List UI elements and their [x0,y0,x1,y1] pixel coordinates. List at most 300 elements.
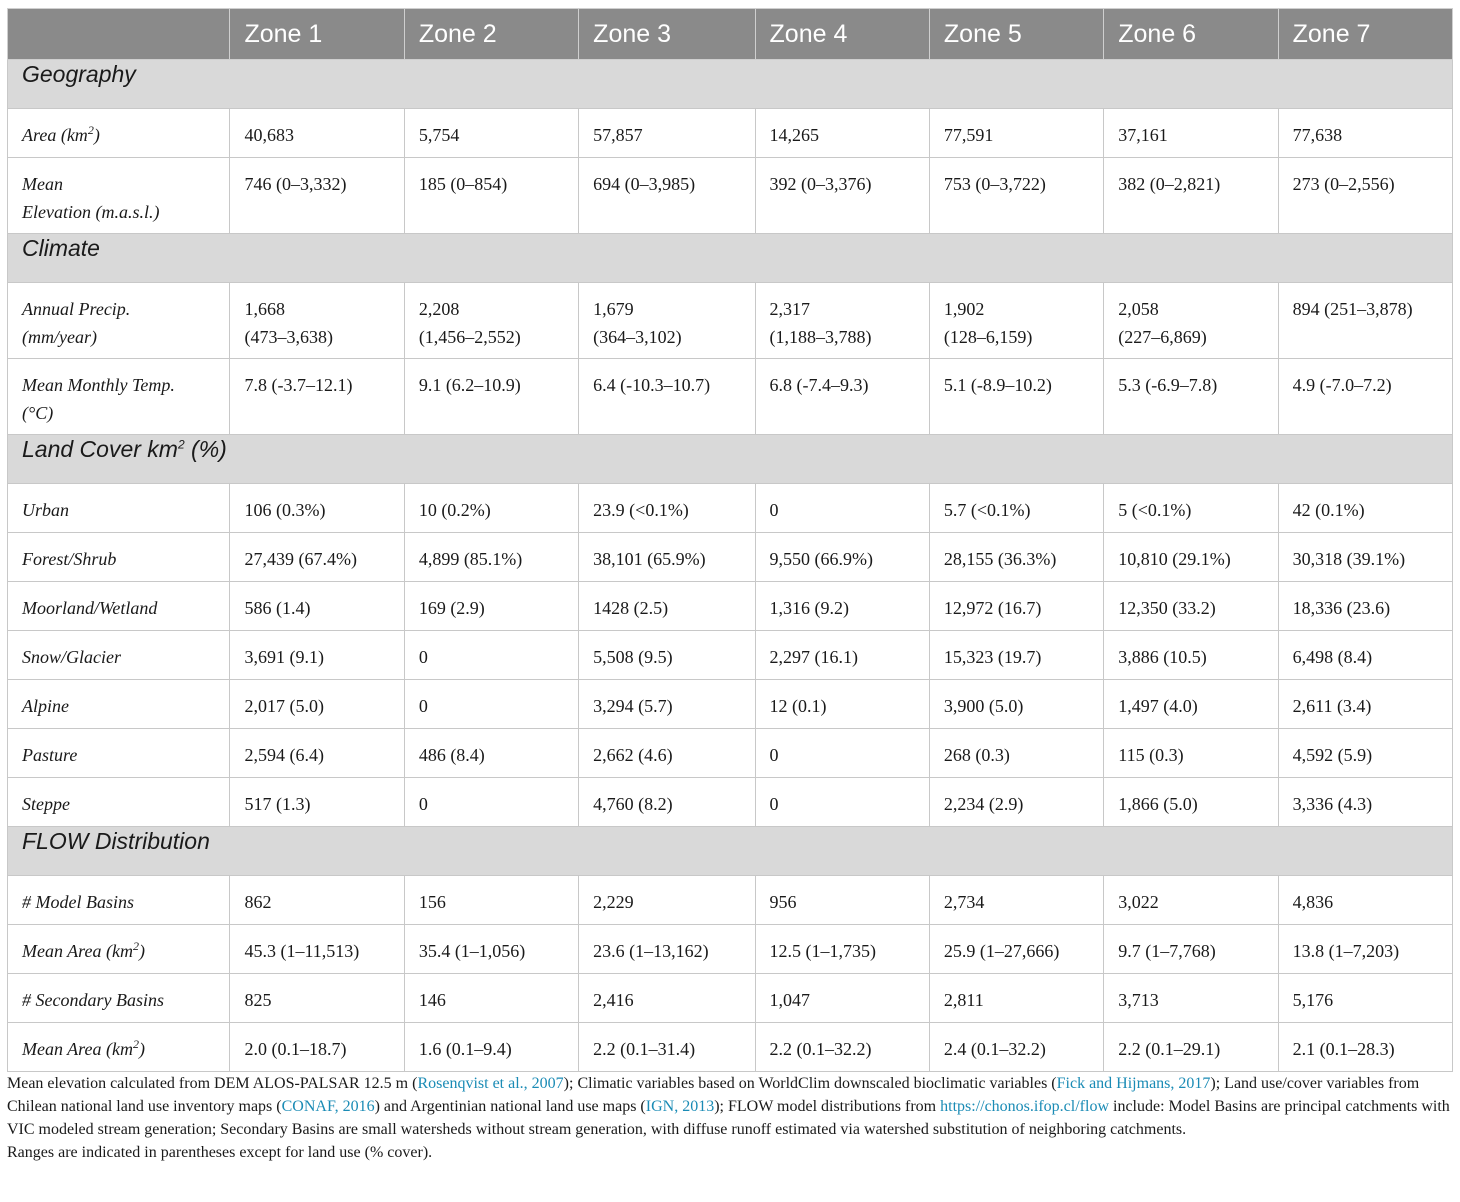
cell-value: 5,754 [418,125,460,145]
cell-value: 9.1 (6.2–10.9) [418,375,521,395]
table-cell [230,283,404,359]
table-cell [755,533,929,582]
cell-value: 1,902 (128–6,159) [943,299,1033,347]
row-label [8,729,230,778]
cell-value: 273 (0–2,556) [1292,174,1395,194]
cell-value: 392 (0–3,376) [769,174,872,194]
cell-value: 956 [769,892,797,912]
table-cell [404,158,578,234]
table-cell [929,158,1103,234]
cell-value: 6,498 (8.4) [1292,647,1373,667]
table-cell [230,680,404,729]
table-cell [579,729,755,778]
table-row [8,533,1453,582]
footnote-text: ); Land use/cover variables from Chilean national land use inventory maps ( [7,1075,1420,1115]
table-row [8,729,1453,778]
table-cell [755,582,929,631]
row-label [8,876,230,925]
table-row [8,359,1453,435]
row-label-suffix: ) [138,941,145,961]
table-cell [404,484,578,533]
cell-value: 5.7 (<0.1%) [943,500,1031,520]
table-cell [1104,359,1278,435]
table-row [8,1023,1453,1072]
cell-value: 57,857 [593,125,643,145]
cell-value: 3,294 (5.7) [593,696,673,716]
table-cell [230,778,404,827]
table-cell [230,876,404,925]
citation-link[interactable]: Fick and Hijmans, 2017 [1056,1075,1211,1092]
table-row [8,876,1453,925]
cell-value: 2,611 (3.4) [1292,696,1372,716]
table-cell [1104,631,1278,680]
cell-value: 1.6 (0.1–9.4) [418,1039,512,1059]
row-label-text: Annual Precip. [22,299,131,319]
table-row [8,778,1453,827]
table-cell [230,158,404,234]
table-cell [579,109,755,158]
table-cell [1278,680,1452,729]
cell-value: 106 (0.3%) [244,500,326,520]
table-cell [230,1023,404,1072]
cell-value: 38,101 (65.9%) [593,549,706,569]
cell-value: 486 (8.4) [418,745,485,765]
header-zone-7: Zone 7 [1278,9,1452,60]
cell-value: 1,679 (364–3,102) [593,299,682,347]
table-cell [755,283,929,359]
row-label [8,484,230,533]
cell-value: 10 (0.2%) [418,500,491,520]
cell-value: 1,668 (473–3,638) [244,299,333,347]
table-footnote [7,1072,1453,1164]
table-cell [230,974,404,1023]
cell-value: 0 [418,696,428,716]
cell-value: 23.6 (1–13,162) [593,941,709,961]
cell-value: 2.4 (0.1–32.2) [943,1039,1046,1059]
table-cell [929,631,1103,680]
table-cell [230,729,404,778]
cell-value: 23.9 (<0.1%) [593,500,689,520]
row-label-line2: (°C) [22,403,54,423]
cell-value: 2,416 [593,990,634,1010]
row-label [8,109,230,158]
table-row [8,158,1453,234]
cell-value: 6.8 (-7.4–9.3) [769,375,869,395]
cell-value: 12.5 (1–1,735) [769,941,877,961]
cell-value: 9.7 (1–7,768) [1118,941,1216,961]
cell-value: 0 [418,794,428,814]
cell-value: 18,336 (23.6) [1292,598,1391,618]
table-cell [929,925,1103,974]
cell-value: 12 (0.1) [769,696,827,716]
data-table-container [7,8,1453,1072]
cell-value: 2,594 (6.4) [244,745,324,765]
cell-value: 2.2 (0.1–29.1) [1118,1039,1221,1059]
cell-value: 3,022 [1118,892,1159,912]
cell-value: 42 (0.1%) [1292,500,1365,520]
cell-value: 4,760 (8.2) [593,794,673,814]
cell-value: 2,208 (1,456–2,552) [418,299,521,347]
table-cell [1104,974,1278,1023]
table-cell [1104,729,1278,778]
table-cell [755,974,929,1023]
row-label-text: Steppe [22,794,70,814]
table-cell [1104,283,1278,359]
footnote-text: Mean elevation calculated from DEM ALOS-PALSAR 12.5 m ( [7,1075,418,1092]
section-title-text: Geography [22,61,136,87]
table-cell [404,631,578,680]
cell-value: 268 (0.3) [943,745,1010,765]
table-cell [404,876,578,925]
cell-value: 4,592 (5.9) [1292,745,1373,765]
cell-value: 10,810 (29.1%) [1118,549,1231,569]
table-cell [230,484,404,533]
cell-value: 862 [244,892,272,912]
table-cell [579,158,755,234]
table-cell [579,925,755,974]
row-label-line2: Elevation (m.a.s.l.) [22,202,160,222]
table-cell [929,484,1103,533]
table-cell [1278,925,1452,974]
cell-value: 77,638 [1292,125,1343,145]
citation-link[interactable]: CONAF, 2016 [281,1098,375,1115]
table-cell [1278,631,1452,680]
cell-value: 12,350 (33.2) [1118,598,1216,618]
header-blank [8,9,230,60]
section-title [8,827,1453,876]
table-cell [579,359,755,435]
row-label [8,631,230,680]
citation-link[interactable]: IGN, 2013 [645,1098,715,1115]
table-cell [579,582,755,631]
table-body [8,60,1453,1072]
table-cell [404,359,578,435]
table-cell [755,1023,929,1072]
cell-value: 169 (2.9) [418,598,485,618]
table-cell [404,925,578,974]
header-zone-2: Zone 2 [404,9,578,60]
cell-value: 5,176 [1292,990,1334,1010]
table-row [8,582,1453,631]
table-cell [755,158,929,234]
table-cell [755,631,929,680]
cell-value: 146 [418,990,446,1010]
table-cell [755,359,929,435]
table-cell [929,359,1103,435]
header-zone-5: Zone 5 [929,9,1103,60]
table-cell [1278,778,1452,827]
table-cell [929,778,1103,827]
cell-value: 2,017 (5.0) [244,696,324,716]
cell-value: 2.2 (0.1–31.4) [593,1039,696,1059]
row-label [8,778,230,827]
footnote-sources [7,1072,1453,1141]
cell-value: 3,691 (9.1) [244,647,324,667]
table-row [8,283,1453,359]
table-cell [929,109,1103,158]
cell-value: 5,508 (9.5) [593,647,673,667]
row-label-suffix: ) [93,125,100,145]
header-zone-4: Zone 4 [755,9,929,60]
cell-value: 7.8 (-3.7–12.1) [244,375,353,395]
table-cell [1104,158,1278,234]
cell-value: 4,836 [1292,892,1334,912]
table-cell [230,631,404,680]
cell-value: 2,234 (2.9) [943,794,1024,814]
cell-value: 4,899 (85.1%) [418,549,523,569]
row-label [8,359,230,435]
cell-value: 2,297 (16.1) [769,647,859,667]
cell-value: 2,811 [943,990,984,1010]
cell-value: 1,047 [769,990,811,1010]
cell-value: 586 (1.4) [244,598,311,618]
row-label-text: Mean Area (km [22,941,133,961]
table-cell [579,778,755,827]
table-cell [1278,974,1452,1023]
cell-value: 3,336 (4.3) [1292,794,1373,814]
table-cell [1278,484,1452,533]
table-cell [404,283,578,359]
table-cell [929,582,1103,631]
row-label-sup: 2 [132,1037,139,1051]
table-cell [1278,109,1452,158]
table-row [8,631,1453,680]
header-zone-3: Zone 3 [579,9,755,60]
row-label [8,1023,230,1072]
row-label [8,582,230,631]
cell-value: 5.1 (-8.9–10.2) [943,375,1052,395]
table-cell [404,582,578,631]
cell-value: 40,683 [244,125,294,145]
cell-value: 753 (0–3,722) [943,174,1046,194]
table-row [8,109,1453,158]
cell-value: 6.4 (-10.3–10.7) [593,375,711,395]
cell-value: 3,713 [1118,990,1159,1010]
table-cell [755,876,929,925]
table-cell [1104,876,1278,925]
table-cell [230,359,404,435]
footnote-text: ) and Argentinian national land use maps ( [374,1098,646,1115]
table-cell [230,582,404,631]
cell-value: 185 (0–854) [418,174,508,194]
table-cell [404,1023,578,1072]
section-title [8,234,1453,283]
table-cell [929,283,1103,359]
footnote-text: ); FLOW model distributions from [714,1098,941,1115]
cell-value: 1,497 (4.0) [1118,696,1198,716]
table-cell [1278,1023,1452,1072]
table-cell [1104,1023,1278,1072]
row-label-text: Pasture [22,745,78,765]
cell-value: 1,316 (9.2) [769,598,850,618]
row-label-text: Alpine [22,696,69,716]
cell-value: 0 [769,794,779,814]
row-label-text: # Secondary Basins [22,990,164,1010]
table-cell [230,109,404,158]
cell-value: 5 (<0.1%) [1118,500,1192,520]
table-cell [579,283,755,359]
section-title [8,60,1453,109]
table-cell [929,974,1103,1023]
row-label-text: Urban [22,500,70,520]
table-cell [1278,533,1452,582]
row-label-suffix: ) [138,1039,145,1059]
cell-value: 746 (0–3,332) [244,174,347,194]
table-cell [755,729,929,778]
row-label-sup: 2 [132,939,139,953]
row-label-line2: (mm/year) [22,327,97,347]
cell-value: 825 [244,990,272,1010]
cell-value: 0 [769,745,779,765]
row-label-text: Area (km [22,125,88,145]
table-cell [404,680,578,729]
table-cell [1104,484,1278,533]
section-title-sup: 2 [177,437,185,452]
footnote-text: include: Model Basins are principal catchments with VIC modeled stream generation; Secondary Basins are small watersheds without stream generation, with diffuse runoff estimated via watershed substitution of neighboring catchments. [7,1098,1450,1138]
cell-value: 2,058 (227–6,869) [1118,299,1207,347]
row-label-text: # Model Basins [22,892,134,912]
cell-value: 30,318 (39.1%) [1292,549,1406,569]
header-zone-1: Zone 1 [230,9,404,60]
cell-value: 0 [769,500,779,520]
cell-value: 45.3 (1–11,513) [244,941,360,961]
cell-value: 3,886 (10.5) [1118,647,1207,667]
table-row [8,680,1453,729]
table-cell [1104,778,1278,827]
cell-value: 382 (0–2,821) [1118,174,1221,194]
cell-value: 2,317 (1,188–3,788) [769,299,872,347]
table-cell [579,631,755,680]
section-title [8,435,1453,484]
cell-value: 0 [418,647,428,667]
table-cell [1278,158,1452,234]
cell-value: 2.2 (0.1–32.2) [769,1039,872,1059]
table-cell [1278,729,1452,778]
table-cell [1278,359,1452,435]
table-cell [579,484,755,533]
row-label [8,974,230,1023]
table-cell [755,680,929,729]
section-row [8,234,1453,283]
table-cell [230,533,404,582]
cell-value: 1428 (2.5) [593,598,669,618]
section-row [8,435,1453,484]
table-cell [579,1023,755,1072]
table-cell [1278,582,1452,631]
cell-value: 2,229 [593,892,634,912]
row-label [8,680,230,729]
table-cell [929,876,1103,925]
cell-value: 156 [418,892,446,912]
cell-value: 894 (251–3,878) [1292,299,1413,319]
table-cell [1104,109,1278,158]
table-cell [579,533,755,582]
section-row [8,60,1453,109]
table-cell [1104,582,1278,631]
table-cell [755,925,929,974]
zone-table [7,8,1453,1072]
table-cell [929,729,1103,778]
header-zone-6: Zone 6 [1104,9,1278,60]
table-cell [755,109,929,158]
citation-link[interactable]: Rosenqvist et al., 2007 [417,1075,564,1092]
table-cell [579,680,755,729]
row-label-text: Moorland/Wetland [22,598,158,618]
cell-value: 1,866 (5.0) [1118,794,1198,814]
section-title-text: Climate [22,235,100,261]
table-cell [1278,876,1452,925]
row-label [8,283,230,359]
table-cell [1104,925,1278,974]
header-row [8,9,1453,60]
table-cell [404,778,578,827]
footnote-text: ); Climatic variables based on WorldClim downscaled bioclimatic variables ( [563,1075,1057,1092]
section-title-text: Land Cover km [22,436,178,462]
table-cell [929,1023,1103,1072]
cell-value: 517 (1.3) [244,794,311,814]
cell-value: 694 (0–3,985) [593,174,696,194]
section-title-suffix: (%) [184,436,227,462]
table-cell [1278,283,1452,359]
table-cell [1104,680,1278,729]
row-label-text: Forest/Shrub [22,549,117,569]
row-label-text: Snow/Glacier [22,647,121,667]
cell-value: 9,550 (66.9%) [769,549,874,569]
table-cell [579,974,755,1023]
table-cell [579,876,755,925]
table-row [8,925,1453,974]
cell-value: 5.3 (-6.9–7.8) [1118,375,1218,395]
footnote-ranges: Ranges are indicated in parentheses except for land use (% cover). [7,1144,433,1161]
cell-value: 2.1 (0.1–28.3) [1292,1039,1395,1059]
table-cell [929,680,1103,729]
cell-value: 13.8 (1–7,203) [1292,941,1400,961]
cell-value: 35.4 (1–1,056) [418,941,526,961]
row-label [8,158,230,234]
row-label-text: Mean [22,174,63,194]
cell-value: 14,265 [769,125,820,145]
cell-value: 2.0 (0.1–18.7) [244,1039,347,1059]
table-cell [929,533,1103,582]
cell-value: 4.9 (-7.0–7.2) [1292,375,1392,395]
cell-value: 3,900 (5.0) [943,696,1024,716]
table-cell [230,925,404,974]
cell-value: 2,734 [943,892,985,912]
cell-value: 15,323 (19.7) [943,647,1042,667]
table-cell [1104,533,1278,582]
table-cell [404,533,578,582]
cell-value: 12,972 (16.7) [943,598,1042,618]
section-row [8,827,1453,876]
row-label [8,925,230,974]
row-label-text: Mean Area (km [22,1039,133,1059]
row-label-text: Mean Monthly Temp. [22,375,175,395]
table-cell [404,974,578,1023]
cell-value: 115 (0.3) [1118,745,1184,765]
row-label-sup: 2 [87,123,94,137]
table-cell [404,729,578,778]
cell-value: 77,591 [943,125,994,145]
section-title-text: FLOW Distribution [22,828,210,854]
cell-value: 2,662 (4.6) [593,745,673,765]
row-label [8,533,230,582]
cell-value: 25.9 (1–27,666) [943,941,1060,961]
table-row [8,484,1453,533]
cell-value: 37,161 [1118,125,1168,145]
citation-link[interactable]: https://chonos.ifop.cl/flow [940,1098,1109,1115]
cell-value: 28,155 (36.3%) [943,549,1057,569]
table-row [8,974,1453,1023]
